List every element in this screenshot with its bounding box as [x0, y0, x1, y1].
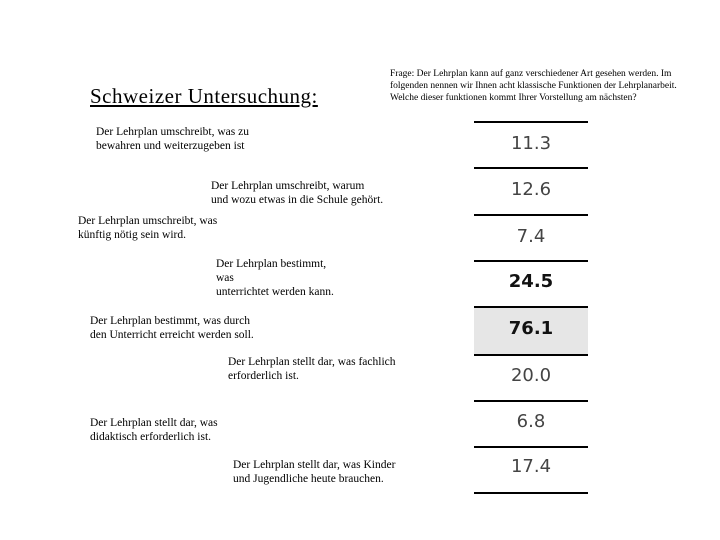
statement-7	[90, 416, 218, 444]
value-8: 17.4	[510, 456, 552, 477]
statement-line: Der Lehrplan bestimmt, was durch	[90, 315, 250, 327]
statement-line: den Unterricht erreicht werden soll.	[90, 329, 254, 341]
statement-line: Der Lehrplan umschreibt, was zu	[96, 126, 249, 138]
statement-8	[233, 458, 395, 486]
divider	[474, 354, 588, 356]
statement-6	[228, 355, 396, 383]
divider	[474, 446, 588, 448]
statement-1	[96, 125, 249, 153]
value-5: 76.1	[508, 318, 554, 339]
statement-3	[78, 214, 217, 242]
statement-line: Der Lehrplan stellt dar, was Kinder	[233, 459, 396, 471]
value-2: 12.6	[510, 179, 552, 200]
statement-line: didaktisch erforderlich ist.	[90, 431, 212, 443]
question-text: Frage: Der Lehrplan kann auf ganz verschiedener Art gesehen werden. Im folgenden nennen wir Ihnen acht klassische Funktionen der Lehrplanarbeit. Welche dieser funktionen kommt Ihrer Vorstellung am nächsten?	[390, 69, 677, 103]
divider	[474, 121, 588, 123]
divider	[474, 167, 588, 169]
statement-line: Der Lehrplan stellt dar, was	[90, 417, 218, 429]
statement-line: bewahren und weiterzugeben ist	[96, 140, 245, 152]
value-4: 24.5	[508, 271, 554, 292]
page-title: Schweizer Untersuchung:	[90, 84, 318, 108]
value-7: 6.8	[516, 411, 546, 432]
divider	[474, 400, 588, 402]
divider	[474, 492, 588, 494]
statement-line: künftig nötig sein wird.	[78, 229, 186, 241]
statement-line: erforderlich ist.	[228, 370, 299, 382]
statement-4	[216, 257, 334, 299]
value-3: 7.4	[516, 226, 546, 247]
statement-line: und Jugendliche heute brauchen.	[233, 473, 384, 485]
statement-line: Der Lehrplan umschreibt, warum	[211, 180, 365, 192]
value-1: 11.3	[510, 133, 552, 154]
divider	[474, 306, 588, 308]
statement-2	[211, 179, 383, 207]
statement-line: Der Lehrplan umschreibt, was	[78, 215, 218, 227]
value-6: 20.0	[510, 365, 552, 386]
statement-5	[90, 314, 254, 342]
statement-line: und wozu etwas in die Schule gehört.	[211, 194, 384, 206]
statement-line: Der Lehrplan bestimmt,	[216, 258, 327, 270]
divider	[474, 214, 588, 216]
statement-line: Der Lehrplan stellt dar, was fachlich	[228, 356, 396, 368]
statement-line: was	[216, 272, 234, 284]
divider	[474, 260, 588, 262]
statement-line: unterrichtet werden kann.	[216, 286, 334, 298]
